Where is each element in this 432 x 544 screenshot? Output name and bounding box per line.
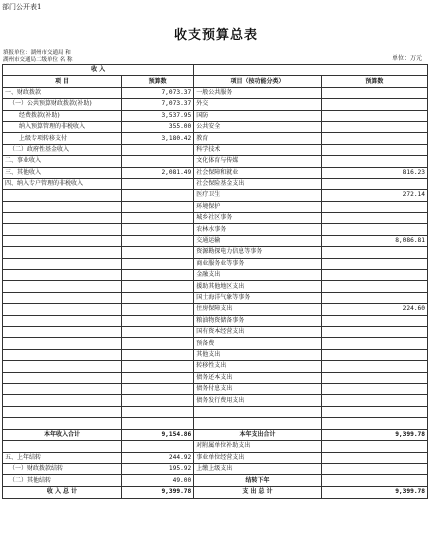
table-row [3, 178, 428, 189]
table-row [3, 304, 428, 315]
reporting-unit-line2: 湖州市交通局二级单位 名 称 [3, 57, 73, 63]
income-budget-cell [122, 326, 194, 337]
expense-budget-cell [321, 156, 427, 167]
page-title: 收支预算总表 [173, 28, 258, 43]
income-budget-cell [122, 361, 194, 372]
income-budget-cell: 355.00 [122, 121, 194, 132]
expense-budget-cell [321, 292, 427, 303]
expense-item-cell: 医疗卫生 [194, 190, 322, 201]
table-row [3, 121, 428, 132]
col-header-item-functional: 项目（按功能分类） [194, 76, 322, 87]
expense-budget-cell [321, 315, 427, 326]
budget-table [2, 64, 428, 499]
expense-item-cell: 教育 [194, 133, 322, 144]
expense-budget-cell [321, 247, 427, 258]
income-item-cell [3, 338, 122, 349]
expense-budget-cell: 8,086.81 [321, 235, 427, 246]
income-item-cell [3, 270, 122, 281]
expense-item-cell: 债务付息支出 [194, 383, 322, 394]
table-group-header [3, 65, 428, 76]
income-item-cell [3, 361, 122, 372]
income-budget-cell: 3,537.95 [122, 110, 194, 121]
income-item-cell: 经费拨款(补助) [3, 110, 122, 121]
income-budget-cell [122, 418, 194, 429]
totals-row [3, 429, 428, 441]
table-row [3, 395, 428, 406]
expense-budget-cell [321, 361, 427, 372]
expense-budget-cell [321, 395, 427, 406]
income-item-cell [3, 418, 122, 429]
col-header-item: 项 目 [3, 76, 122, 87]
expense-budget-cell [321, 281, 427, 292]
expense-item-cell: 债务还本支出 [194, 372, 322, 383]
expense-budget-cell [321, 475, 427, 486]
table-row [3, 87, 428, 98]
expense-item-cell: 预备费 [194, 338, 322, 349]
expense-item-cell [194, 406, 322, 417]
expense-budget-cell [321, 144, 427, 155]
currency-unit: 单位：万元 [391, 55, 422, 62]
col-header-budget-2: 预算数 [321, 76, 427, 87]
income-budget-cell [122, 156, 194, 167]
table-row [3, 281, 428, 292]
table-row [3, 361, 428, 372]
income-item-cell [3, 383, 122, 394]
expense-item-cell: 一般公共服务 [194, 87, 322, 98]
table-row [3, 475, 428, 486]
expense-budget-cell [321, 201, 427, 212]
expense-item-cell: 文化体育与传媒 [194, 156, 322, 167]
income-budget-cell [122, 190, 194, 201]
income-item-cell [3, 395, 122, 406]
table-row [3, 167, 428, 178]
reporting-unit [3, 50, 103, 64]
income-budget-cell [122, 213, 194, 224]
income-budget-cell: 244.92 [122, 452, 194, 463]
table-column-header [3, 76, 428, 87]
expense-item-cell: 交通运输 [194, 235, 322, 246]
income-budget-cell [122, 144, 194, 155]
table-row [3, 383, 428, 394]
income-item-cell [3, 315, 122, 326]
table-row [3, 464, 428, 475]
expense-budget-cell [321, 87, 427, 98]
expense-item-cell: 国有资本经营支出 [194, 326, 322, 337]
table-row [3, 372, 428, 383]
income-item-cell [3, 247, 122, 258]
income-budget-cell [122, 235, 194, 246]
expense-item-cell: 援助其他地区支出 [194, 281, 322, 292]
income-budget-cell [122, 270, 194, 281]
income-item-cell: （一）公共预算财政拨款(补助) [3, 99, 122, 110]
expense-budget-cell: 224.60 [321, 304, 427, 315]
table-row [3, 338, 428, 349]
table-row [3, 144, 428, 155]
table-row [3, 326, 428, 337]
expense-item-cell: 环境保护 [194, 201, 322, 212]
expense-budget-cell [321, 326, 427, 337]
expense-budget-cell [321, 178, 427, 189]
income-budget-cell [122, 178, 194, 189]
expense-budget-cell [321, 99, 427, 110]
income-item-cell [3, 304, 122, 315]
income-item-cell: 五、上年结转 [3, 452, 122, 463]
income-total-label: 本年收入合计 [3, 429, 122, 441]
expense-budget-cell [321, 383, 427, 394]
expense-budget-cell [321, 133, 427, 144]
income-item-cell [3, 190, 122, 201]
expense-item-cell [194, 418, 322, 429]
income-item-cell: （二）其他结转 [3, 475, 122, 486]
table-row [3, 110, 428, 121]
expense-item-cell: 结转下年 [194, 475, 322, 486]
expense-budget-cell [321, 213, 427, 224]
grand-total-row [3, 486, 428, 498]
expense-item-cell: 资源勘探电力信息等事务 [194, 247, 322, 258]
income-item-cell [3, 235, 122, 246]
expense-budget-cell [321, 452, 427, 463]
table-row [3, 213, 428, 224]
income-item-cell [3, 213, 122, 224]
expense-budget-cell [321, 338, 427, 349]
income-item-cell: （二）政府性基金收入 [3, 144, 122, 155]
table-row [3, 156, 428, 167]
expense-budget-cell [321, 441, 427, 452]
expense-group-header [194, 65, 428, 76]
table-row [3, 235, 428, 246]
expense-item-cell: 事业单位经营支出 [194, 452, 322, 463]
income-budget-cell [122, 292, 194, 303]
income-budget-cell [122, 247, 194, 258]
income-budget-cell [122, 338, 194, 349]
income-item-cell: 二、事业收入 [3, 156, 122, 167]
table-row [3, 247, 428, 258]
expense-total-value: 9,399.78 [321, 429, 427, 441]
table-row [3, 315, 428, 326]
expense-item-cell: 对附属单位补助支出 [194, 441, 322, 452]
table-row [3, 452, 428, 463]
table-row [3, 406, 428, 417]
income-grand-label: 收 入 总 计 [3, 486, 122, 498]
expense-budget-cell [321, 464, 427, 475]
reporting-unit-line1: 填报单位：湖州市交通局 和 [3, 50, 71, 56]
expense-item-cell: 科学技术 [194, 144, 322, 155]
income-item-cell: （一）财政拨款结转 [3, 464, 122, 475]
table-row [3, 441, 428, 452]
table-row [3, 418, 428, 429]
income-item-cell [3, 441, 122, 452]
income-budget-cell: 49.00 [122, 475, 194, 486]
income-group-header: 收 入 [3, 65, 194, 76]
income-item-cell [3, 292, 122, 303]
expense-item-cell: 粮油物资储备事务 [194, 315, 322, 326]
expense-budget-cell [321, 258, 427, 269]
expense-grand-value: 9,399.78 [321, 486, 427, 498]
table-row [3, 190, 428, 201]
table-row [3, 133, 428, 144]
table-row [3, 99, 428, 110]
expense-item-cell: 城乡社区事务 [194, 213, 322, 224]
income-budget-cell [122, 383, 194, 394]
income-budget-cell [122, 395, 194, 406]
income-item-cell [3, 224, 122, 235]
expense-budget-cell [321, 121, 427, 132]
income-total-value: 9,154.86 [122, 429, 194, 441]
income-item-cell [3, 201, 122, 212]
expense-budget-cell: 272.14 [321, 190, 427, 201]
income-item-cell [3, 258, 122, 269]
col-header-budget: 预算数 [122, 76, 194, 87]
expense-budget-cell [321, 372, 427, 383]
income-grand-value: 9,399.78 [122, 486, 194, 498]
table-row [3, 258, 428, 269]
income-budget-cell: 195.92 [122, 464, 194, 475]
expense-budget-cell [321, 110, 427, 121]
income-budget-cell: 3,180.42 [122, 133, 194, 144]
income-item-cell [3, 281, 122, 292]
income-item-cell: 纳入预算管理的非税收入 [3, 121, 122, 132]
expense-budget-cell [321, 270, 427, 281]
income-budget-cell [122, 441, 194, 452]
income-item-cell [3, 372, 122, 383]
income-budget-cell [122, 281, 194, 292]
income-budget-cell [122, 224, 194, 235]
expense-item-cell: 金融支出 [194, 270, 322, 281]
income-item-cell [3, 326, 122, 337]
expense-item-cell: 商业服务业等事务 [194, 258, 322, 269]
income-item-cell [3, 349, 122, 360]
expense-budget-cell [321, 418, 427, 429]
income-budget-cell [122, 258, 194, 269]
expense-item-cell: 公共安全 [194, 121, 322, 132]
sheet-tab-label: 部门公开表1 [2, 3, 42, 11]
table-row [3, 292, 428, 303]
income-item-cell: 三、其他收入 [3, 167, 122, 178]
income-budget-cell [122, 201, 194, 212]
table-row [3, 201, 428, 212]
table-row [3, 349, 428, 360]
expense-budget-cell [321, 224, 427, 235]
income-budget-cell: 2,081.49 [122, 167, 194, 178]
income-item-cell: 四、纳入专户管理的非税收入 [3, 178, 122, 189]
table-row [3, 224, 428, 235]
expense-grand-label: 支 出 总 计 [194, 486, 322, 498]
income-budget-cell [122, 349, 194, 360]
expense-item-cell: 转移性支出 [194, 361, 322, 372]
expense-item-cell: 社会保险基金支出 [194, 178, 322, 189]
expense-item-cell: 农林水事务 [194, 224, 322, 235]
income-item-cell: 上级专项转移支付 [3, 133, 122, 144]
income-budget-cell [122, 315, 194, 326]
expense-budget-cell: 816.23 [321, 167, 427, 178]
expense-item-cell: 其他支出 [194, 349, 322, 360]
table-row [3, 270, 428, 281]
income-budget-cell: 7,073.37 [122, 87, 194, 98]
income-budget-cell: 7,073.37 [122, 99, 194, 110]
expense-budget-cell [321, 406, 427, 417]
income-item-cell [3, 406, 122, 417]
expense-item-cell: 上缴上级支出 [194, 464, 322, 475]
expense-item-cell: 社会保障和就业 [194, 167, 322, 178]
expense-item-cell: 债务发行费用支出 [194, 395, 322, 406]
income-budget-cell [122, 304, 194, 315]
income-item-cell: 一、财政拨款 [3, 87, 122, 98]
expense-item-cell: 国防 [194, 110, 322, 121]
expense-total-label: 本年支出合计 [194, 429, 322, 441]
income-budget-cell [122, 372, 194, 383]
expense-budget-cell [321, 349, 427, 360]
expense-item-cell: 外交 [194, 99, 322, 110]
expense-item-cell: 住房保障支出 [194, 304, 322, 315]
expense-item-cell: 国土海洋气象等事务 [194, 292, 322, 303]
income-budget-cell [122, 406, 194, 417]
